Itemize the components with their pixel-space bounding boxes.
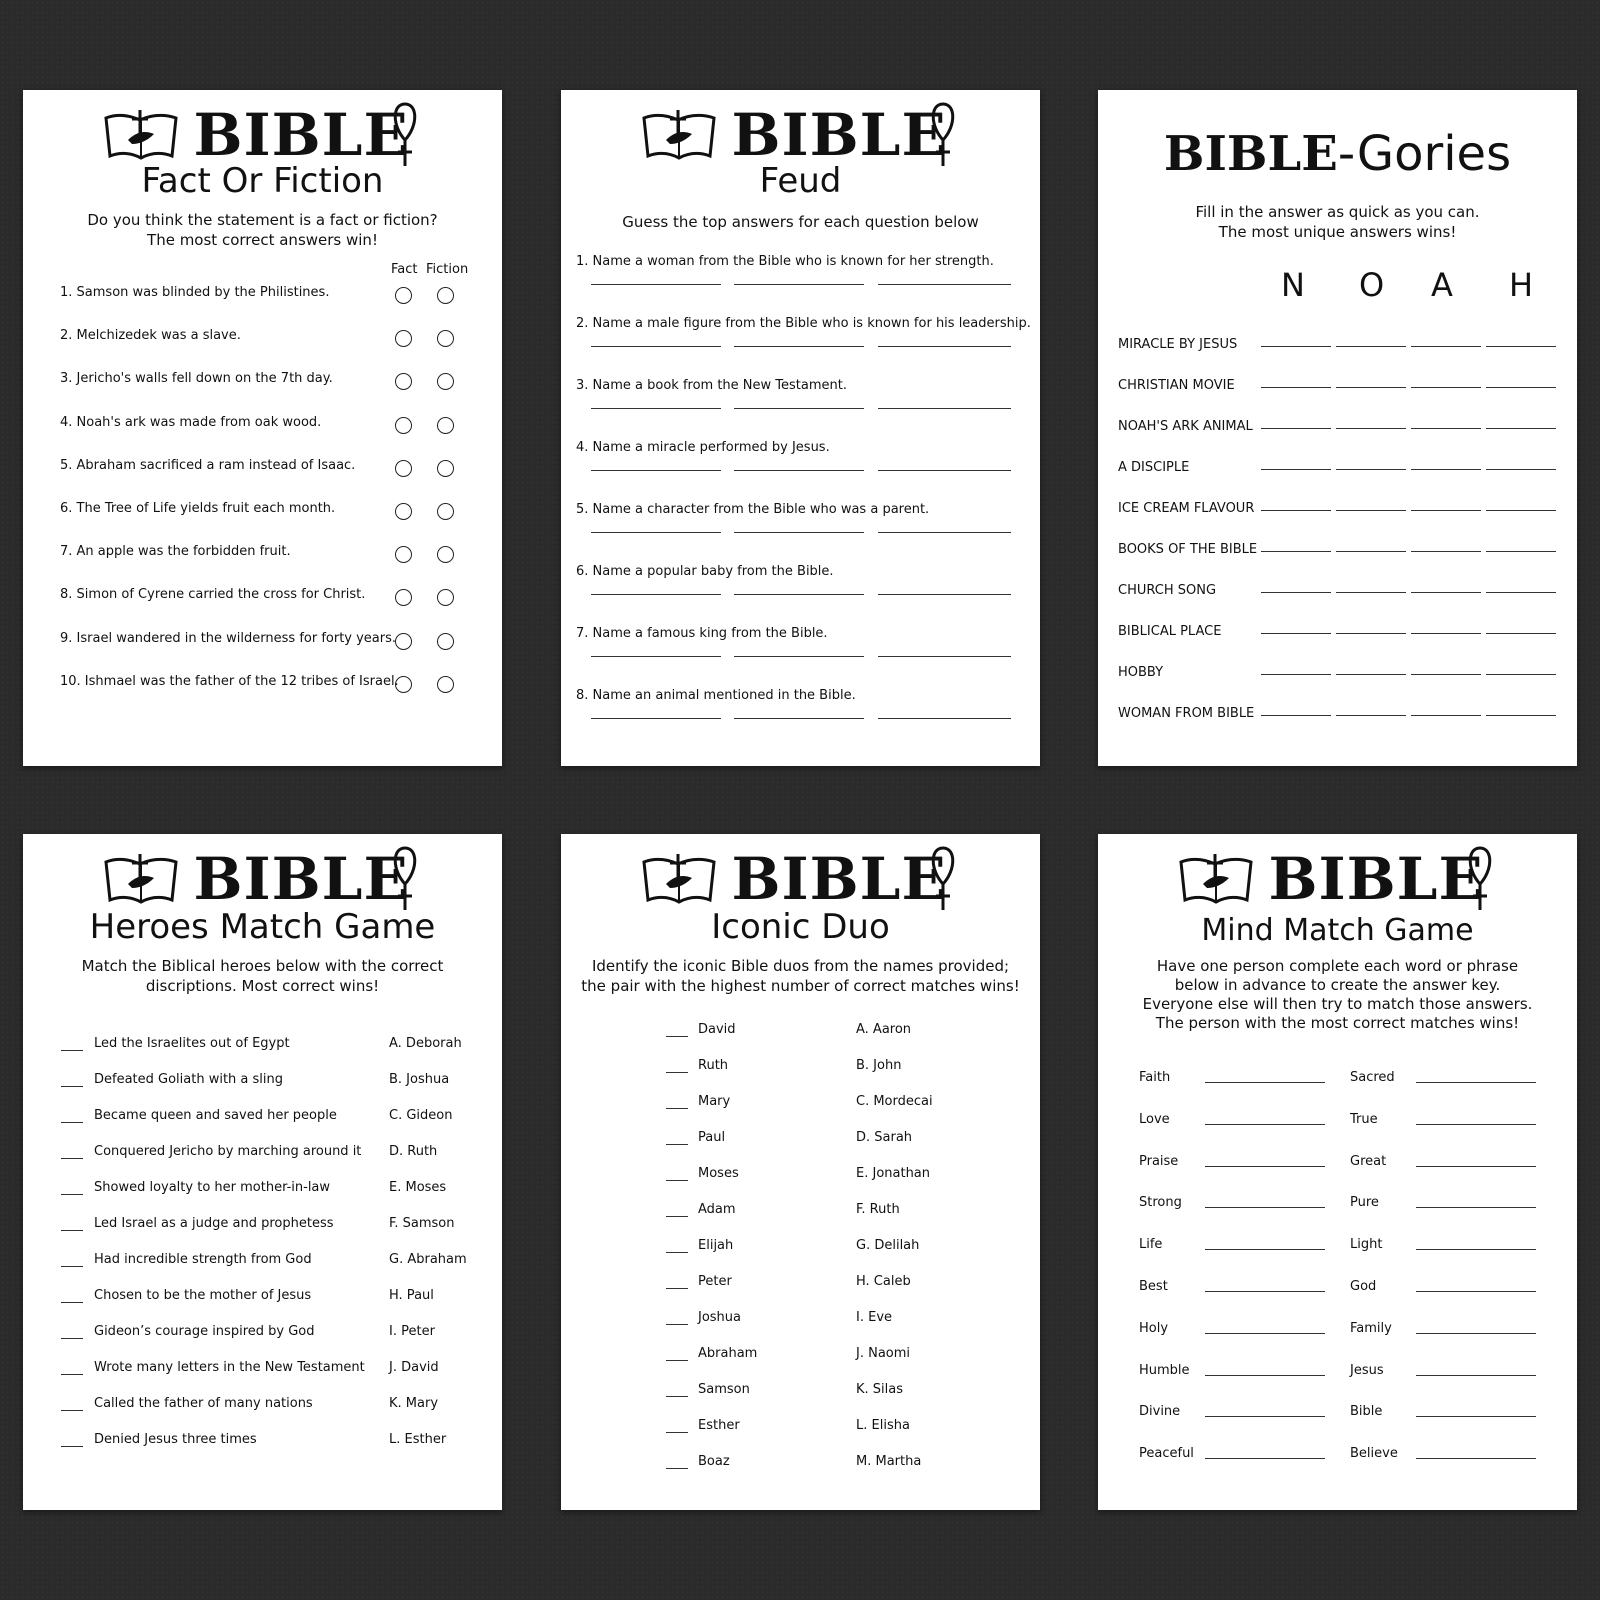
- duo-match: L. Elisha: [856, 1418, 910, 1433]
- answer-blank[interactable]: [666, 1072, 688, 1073]
- page-title: Feud: [759, 161, 842, 201]
- fiction-radio[interactable]: [437, 589, 454, 606]
- answer-line[interactable]: [1486, 346, 1556, 347]
- open-bible-icon: [1177, 854, 1255, 906]
- column-header-fiction: Fiction: [426, 262, 469, 277]
- fact-radio[interactable]: [395, 546, 412, 563]
- fact-radio[interactable]: [395, 417, 412, 434]
- hero-name: K. Mary: [389, 1396, 439, 1411]
- statement-text: 7. An apple was the forbidden fruit.: [60, 544, 291, 560]
- duo-match: E. Jonathan: [856, 1166, 931, 1181]
- question-text: 4. Name a miracle performed by Jesus.: [576, 440, 830, 455]
- answer-blank[interactable]: [61, 1338, 83, 1339]
- word-label: Great: [1350, 1153, 1387, 1169]
- answer-blank[interactable]: [61, 1266, 83, 1267]
- hero-name: J. David: [389, 1360, 439, 1375]
- answer-line[interactable]: [1205, 1166, 1325, 1167]
- duo-name: Ruth: [698, 1058, 729, 1073]
- answer-line[interactable]: [1411, 715, 1481, 716]
- column-letter: O: [1359, 266, 1385, 304]
- answer-line[interactable]: [1205, 1416, 1325, 1417]
- answer-line[interactable]: [1261, 715, 1331, 716]
- answer-line[interactable]: [1411, 633, 1481, 634]
- answer-line[interactable]: [1205, 1082, 1325, 1083]
- intro-line-2: the pair with the highest number of correct matches wins!: [581, 977, 1020, 995]
- fiction-radio[interactable]: [437, 417, 454, 434]
- word-label: Sacred: [1350, 1070, 1395, 1085]
- answer-blank[interactable]: [61, 1374, 83, 1375]
- answer-line[interactable]: [1416, 1082, 1536, 1083]
- category-label: HOBBY: [1118, 665, 1164, 680]
- title-bible: BIBLE: [1163, 126, 1338, 182]
- fiction-radio[interactable]: [437, 676, 454, 693]
- duo-match: M. Martha: [856, 1454, 922, 1469]
- answer-line[interactable]: [1261, 469, 1331, 470]
- category-label: MIRACLE BY JESUS: [1118, 337, 1238, 352]
- answer-line[interactable]: [1486, 633, 1556, 634]
- fact-radio[interactable]: [395, 589, 412, 606]
- page-title: Mind Match Game: [1201, 913, 1474, 948]
- answer-line[interactable]: [1261, 551, 1331, 552]
- category-label: CHRISTIAN MOVIE: [1118, 378, 1235, 393]
- logo-text: BIBLE: [1268, 845, 1484, 913]
- answer-line[interactable]: [1416, 1458, 1536, 1459]
- answer-line[interactable]: [1416, 1124, 1536, 1125]
- answer-blank[interactable]: [666, 1432, 688, 1433]
- answer-blank[interactable]: [666, 1180, 688, 1181]
- hero-description: Conquered Jericho by marching around it: [94, 1144, 362, 1159]
- answer-line[interactable]: [734, 532, 864, 533]
- answer-line[interactable]: [878, 470, 1011, 471]
- answer-line[interactable]: [1411, 346, 1481, 347]
- hero-name: G. Abraham: [389, 1252, 467, 1267]
- answer-line[interactable]: [591, 408, 721, 409]
- heroes-match-card: [23, 834, 502, 1510]
- answer-blank[interactable]: [666, 1036, 688, 1037]
- duo-name: Peter: [698, 1274, 732, 1289]
- statement-text: 8. Simon of Cyrene carried the cross for Christ.: [60, 587, 366, 603]
- duo-name: Elijah: [698, 1238, 734, 1253]
- feud-card: [561, 90, 1040, 766]
- page-title: [1098, 124, 1577, 184]
- fact-radio[interactable]: [395, 460, 412, 477]
- category-label: ICE CREAM FLAVOUR: [1118, 501, 1255, 516]
- word-label: Family: [1350, 1320, 1392, 1336]
- answer-line[interactable]: [878, 656, 1011, 657]
- duo-name: Paul: [698, 1130, 726, 1145]
- open-bible-icon: [102, 854, 180, 906]
- intro-line-3: Everyone else will then try to match those answers.: [1142, 995, 1533, 1013]
- answer-line[interactable]: [1336, 715, 1406, 716]
- answer-blank[interactable]: [61, 1302, 83, 1303]
- answer-line[interactable]: [734, 284, 864, 285]
- logo-text: BIBLE: [193, 845, 409, 913]
- page-title: Fact Or Fiction: [141, 161, 384, 201]
- answer-line[interactable]: [878, 346, 1011, 347]
- duo-match: D. Sarah: [856, 1130, 913, 1145]
- answer-line[interactable]: [1261, 633, 1331, 634]
- question-text: 2. Name a male figure from the Bible who is known for his leadership.: [576, 316, 1031, 331]
- intro-line-1: Match the Biblical heroes below with the correct: [81, 957, 444, 975]
- question-text: 3. Name a book from the New Testament.: [576, 378, 847, 393]
- logo-text: BIBLE: [731, 101, 947, 169]
- hero-description: Became queen and saved her people: [94, 1108, 337, 1123]
- duo-name: Esther: [698, 1418, 740, 1433]
- answer-blank[interactable]: [61, 1194, 83, 1195]
- logo-text: BIBLE: [193, 101, 409, 169]
- page-title: Iconic Duo: [711, 907, 890, 947]
- title-gories: -Gories: [1337, 126, 1512, 182]
- intro-line-2: discriptions. Most correct wins!: [145, 977, 380, 995]
- answer-blank[interactable]: [666, 1360, 688, 1361]
- word-label: Holy: [1139, 1320, 1169, 1336]
- answer-blank[interactable]: [61, 1230, 83, 1231]
- fact-radio[interactable]: [395, 287, 412, 304]
- answer-line[interactable]: [734, 718, 864, 719]
- statement-text: 4. Noah's ark was made from oak wood.: [60, 414, 322, 430]
- word-label: Jesus: [1350, 1362, 1384, 1378]
- answer-blank[interactable]: [61, 1410, 83, 1411]
- answer-line[interactable]: [1205, 1291, 1325, 1292]
- answer-line[interactable]: [1486, 592, 1556, 593]
- answer-line[interactable]: [1416, 1416, 1536, 1417]
- statement-text: 3. Jericho's walls fell down on the 7th day.: [60, 371, 333, 387]
- answer-blank[interactable]: [666, 1144, 688, 1145]
- duo-match: J. Naomi: [856, 1346, 911, 1361]
- duo-match: I. Eve: [856, 1310, 893, 1325]
- duo-name: Adam: [698, 1202, 736, 1217]
- duo-name: Joshua: [698, 1310, 742, 1325]
- answer-line[interactable]: [591, 346, 721, 347]
- open-bible-icon: [640, 110, 718, 162]
- answer-blank[interactable]: [61, 1086, 83, 1087]
- answer-line[interactable]: [1416, 1166, 1536, 1167]
- answer-line[interactable]: [591, 532, 721, 533]
- answer-line[interactable]: [1205, 1207, 1325, 1208]
- word-label: God: [1350, 1279, 1377, 1294]
- question-text: 5. Name a character from the Bible who was a parent.: [576, 502, 930, 517]
- word-label: Pure: [1350, 1195, 1379, 1211]
- intro-line-1: Do you think the statement is a fact or fiction?: [87, 211, 438, 229]
- category-label: BIBLICAL PLACE: [1118, 624, 1222, 639]
- question-text: 6. Name a popular baby from the Bible.: [576, 564, 834, 579]
- word-label: Praise: [1139, 1153, 1179, 1169]
- fact-radio[interactable]: [395, 330, 412, 347]
- fact-radio[interactable]: [395, 633, 412, 650]
- word-label: Strong: [1139, 1195, 1182, 1211]
- answer-line[interactable]: [1261, 592, 1331, 593]
- answer-line[interactable]: [1486, 428, 1556, 429]
- answer-line[interactable]: [734, 408, 864, 409]
- answer-line[interactable]: [1486, 387, 1556, 388]
- duo-match: B. John: [856, 1058, 902, 1073]
- question-text: 8. Name an animal mentioned in the Bible.: [576, 688, 856, 703]
- answer-line[interactable]: [1261, 346, 1331, 347]
- answer-line[interactable]: [1416, 1375, 1536, 1376]
- answer-line[interactable]: [1411, 674, 1481, 675]
- hero-name: I. Peter: [389, 1324, 435, 1339]
- hero-description: Led Israel as a judge and prophetess: [94, 1216, 334, 1231]
- answer-line[interactable]: [1416, 1333, 1536, 1334]
- answer-line[interactable]: [878, 408, 1011, 409]
- duo-name: Samson: [698, 1382, 750, 1397]
- answer-line[interactable]: [1336, 633, 1406, 634]
- hero-description: Chosen to be the mother of Jesus: [94, 1288, 312, 1303]
- category-label: A DISCIPLE: [1118, 460, 1190, 475]
- statement-text: 1. Samson was blinded by the Philistines.: [60, 285, 330, 300]
- answer-blank[interactable]: [666, 1108, 688, 1109]
- duo-name: David: [698, 1022, 736, 1037]
- fiction-radio[interactable]: [437, 460, 454, 477]
- category-label: NOAH'S ARK ANIMAL: [1118, 419, 1253, 434]
- hero-name: C. Gideon: [389, 1108, 453, 1123]
- statement-text: 10. Ishmael was the father of the 12 tribes of Israel.: [60, 673, 399, 689]
- category-label: WOMAN FROM BIBLE: [1118, 706, 1255, 721]
- answer-line[interactable]: [1486, 715, 1556, 716]
- answer-blank[interactable]: [666, 1324, 688, 1325]
- column-letter: A: [1431, 266, 1453, 304]
- answer-line[interactable]: [878, 718, 1011, 719]
- answer-line[interactable]: [1486, 674, 1556, 675]
- answer-line[interactable]: [1416, 1291, 1536, 1292]
- open-bible-icon: [640, 854, 718, 906]
- intro-line-2: below in advance to create the answer key.: [1174, 976, 1501, 994]
- answer-line[interactable]: [1336, 428, 1406, 429]
- word-label: Believe: [1350, 1446, 1398, 1462]
- column-letter: H: [1509, 266, 1534, 304]
- answer-line[interactable]: [1261, 674, 1331, 675]
- hero-name: L. Esther: [389, 1432, 447, 1447]
- word-label: Faith: [1139, 1070, 1171, 1085]
- word-label: Light: [1350, 1237, 1383, 1253]
- answer-line[interactable]: [878, 594, 1011, 595]
- statement-text: 9. Israel wandered in the wilderness for forty years.: [60, 630, 397, 646]
- question-text: 1. Name a woman from the Bible who is known for her strength.: [576, 254, 994, 269]
- word-label: Peaceful: [1139, 1446, 1194, 1462]
- statement-text: 5. Abraham sacrificed a ram instead of Isaac.: [60, 457, 356, 473]
- answer-line[interactable]: [1336, 346, 1406, 347]
- duo-match: F. Ruth: [856, 1202, 900, 1217]
- answer-line[interactable]: [591, 284, 721, 285]
- fiction-radio[interactable]: [437, 633, 454, 650]
- answer-line[interactable]: [1205, 1458, 1325, 1459]
- hero-name: E. Moses: [389, 1180, 447, 1195]
- word-label: Love: [1139, 1111, 1170, 1127]
- fiction-radio[interactable]: [437, 546, 454, 563]
- word-label: Divine: [1139, 1404, 1181, 1420]
- intro-line-2: The most unique answers wins!: [1218, 223, 1457, 241]
- answer-line[interactable]: [734, 656, 864, 657]
- mind-match-card: [1098, 834, 1577, 1510]
- answer-blank[interactable]: [61, 1122, 83, 1123]
- hero-description: Defeated Goliath with a sling: [94, 1072, 284, 1087]
- logo-text: BIBLE: [731, 845, 947, 913]
- answer-line[interactable]: [1205, 1124, 1325, 1125]
- answer-line[interactable]: [734, 470, 864, 471]
- answer-line[interactable]: [591, 470, 721, 471]
- duo-name: Moses: [698, 1166, 739, 1181]
- answer-line[interactable]: [878, 284, 1011, 285]
- answer-line[interactable]: [1205, 1375, 1325, 1376]
- category-label: CHURCH SONG: [1118, 583, 1217, 598]
- answer-line[interactable]: [1411, 469, 1481, 470]
- column-header-fact: Fact: [391, 262, 418, 277]
- duo-name: Abraham: [698, 1346, 758, 1361]
- intro-line: Guess the top answers for each question below: [622, 213, 979, 231]
- answer-blank[interactable]: [61, 1050, 83, 1051]
- category-label: BOOKS OF THE BIBLE: [1118, 542, 1258, 557]
- bible-gories-card: [1098, 90, 1577, 766]
- answer-line[interactable]: [1486, 551, 1556, 552]
- duo-match: G. Delilah: [856, 1238, 920, 1253]
- word-label: Bible: [1350, 1404, 1383, 1420]
- hero-description: Had incredible strength from God: [94, 1252, 312, 1267]
- question-text: 7. Name a famous king from the Bible.: [576, 626, 828, 641]
- intro-line-4: The person with the most correct matches wins!: [1155, 1014, 1520, 1032]
- hero-description: Called the father of many nations: [94, 1396, 313, 1411]
- intro-line-1: Fill in the answer as quick as you can.: [1195, 203, 1480, 221]
- answer-line[interactable]: [1411, 551, 1481, 552]
- answer-line[interactable]: [1416, 1207, 1536, 1208]
- hero-description: Led the Israelites out of Egypt: [94, 1036, 290, 1051]
- answer-line[interactable]: [1336, 674, 1406, 675]
- intro-line-1: Have one person complete each word or phrase: [1156, 957, 1519, 975]
- fact-radio[interactable]: [395, 676, 412, 693]
- page-title: Heroes Match Game: [89, 907, 436, 947]
- answer-line[interactable]: [1336, 510, 1406, 511]
- rosary-pendant-icon: [1463, 844, 1497, 914]
- answer-line[interactable]: [1205, 1333, 1325, 1334]
- hero-description: Wrote many letters in the New Testament: [94, 1360, 365, 1375]
- answer-line[interactable]: [1336, 551, 1406, 552]
- fiction-radio[interactable]: [437, 503, 454, 520]
- fact-radio[interactable]: [395, 503, 412, 520]
- answer-blank[interactable]: [666, 1252, 688, 1253]
- duo-name: Boaz: [698, 1454, 730, 1469]
- statement-text: 6. The Tree of Life yields fruit each month.: [60, 501, 336, 516]
- hero-name: F. Samson: [389, 1216, 455, 1231]
- word-label: Humble: [1139, 1362, 1190, 1378]
- column-letter: N: [1281, 266, 1305, 304]
- hero-description: Gideon’s courage inspired by God: [94, 1324, 315, 1339]
- answer-line[interactable]: [591, 594, 721, 595]
- answer-line[interactable]: [1336, 387, 1406, 388]
- answer-line[interactable]: [1205, 1249, 1325, 1250]
- word-label: True: [1350, 1111, 1378, 1127]
- answer-line[interactable]: [1411, 428, 1481, 429]
- answer-line[interactable]: [1411, 592, 1481, 593]
- answer-blank[interactable]: [666, 1288, 688, 1289]
- answer-blank[interactable]: [666, 1396, 688, 1397]
- fact-radio[interactable]: [395, 373, 412, 390]
- answer-line[interactable]: [1416, 1249, 1536, 1250]
- intro-line-2: The most correct answers win!: [147, 231, 378, 249]
- fact-or-fiction-card: [23, 90, 502, 766]
- answer-line[interactable]: [1486, 510, 1556, 511]
- hero-name: A. Deborah: [389, 1036, 462, 1051]
- answer-line[interactable]: [1486, 469, 1556, 470]
- open-bible-icon: [102, 110, 180, 162]
- answer-line[interactable]: [1261, 428, 1331, 429]
- hero-name: B. Joshua: [389, 1072, 450, 1087]
- answer-line[interactable]: [1261, 387, 1331, 388]
- duo-match: C. Mordecai: [856, 1094, 933, 1109]
- hero-name: H. Paul: [389, 1288, 434, 1303]
- hero-name: D. Ruth: [389, 1144, 438, 1159]
- answer-line[interactable]: [878, 532, 1011, 533]
- duo-match: A. Aaron: [856, 1022, 912, 1037]
- bible-logo: [1177, 844, 1499, 914]
- fiction-radio[interactable]: [437, 287, 454, 304]
- duo-name: Mary: [698, 1094, 731, 1109]
- word-label: Life: [1139, 1237, 1163, 1253]
- word-label: Best: [1139, 1279, 1168, 1294]
- answer-line[interactable]: [734, 594, 864, 595]
- answer-line[interactable]: [591, 718, 721, 719]
- hero-description: Denied Jesus three times: [94, 1432, 257, 1447]
- intro-line-1: Identify the iconic Bible duos from the names provided;: [591, 957, 1010, 975]
- answer-line[interactable]: [1336, 592, 1406, 593]
- answer-line[interactable]: [1261, 510, 1331, 511]
- answer-blank[interactable]: [61, 1158, 83, 1159]
- answer-blank[interactable]: [666, 1216, 688, 1217]
- answer-line[interactable]: [734, 346, 864, 347]
- answer-line[interactable]: [591, 656, 721, 657]
- answer-blank[interactable]: [666, 1468, 688, 1469]
- answer-line[interactable]: [1411, 510, 1481, 511]
- statement-text: 2. Melchizedek was a slave.: [60, 328, 241, 344]
- answer-line[interactable]: [1411, 387, 1481, 388]
- fiction-radio[interactable]: [437, 373, 454, 390]
- duo-match: H. Caleb: [856, 1274, 911, 1289]
- fiction-radio[interactable]: [437, 330, 454, 347]
- answer-blank[interactable]: [61, 1446, 83, 1447]
- duo-match: K. Silas: [856, 1382, 904, 1397]
- hero-description: Showed loyalty to her mother-in-law: [94, 1180, 331, 1195]
- answer-line[interactable]: [1336, 469, 1406, 470]
- iconic-duo-card: [561, 834, 1040, 1510]
